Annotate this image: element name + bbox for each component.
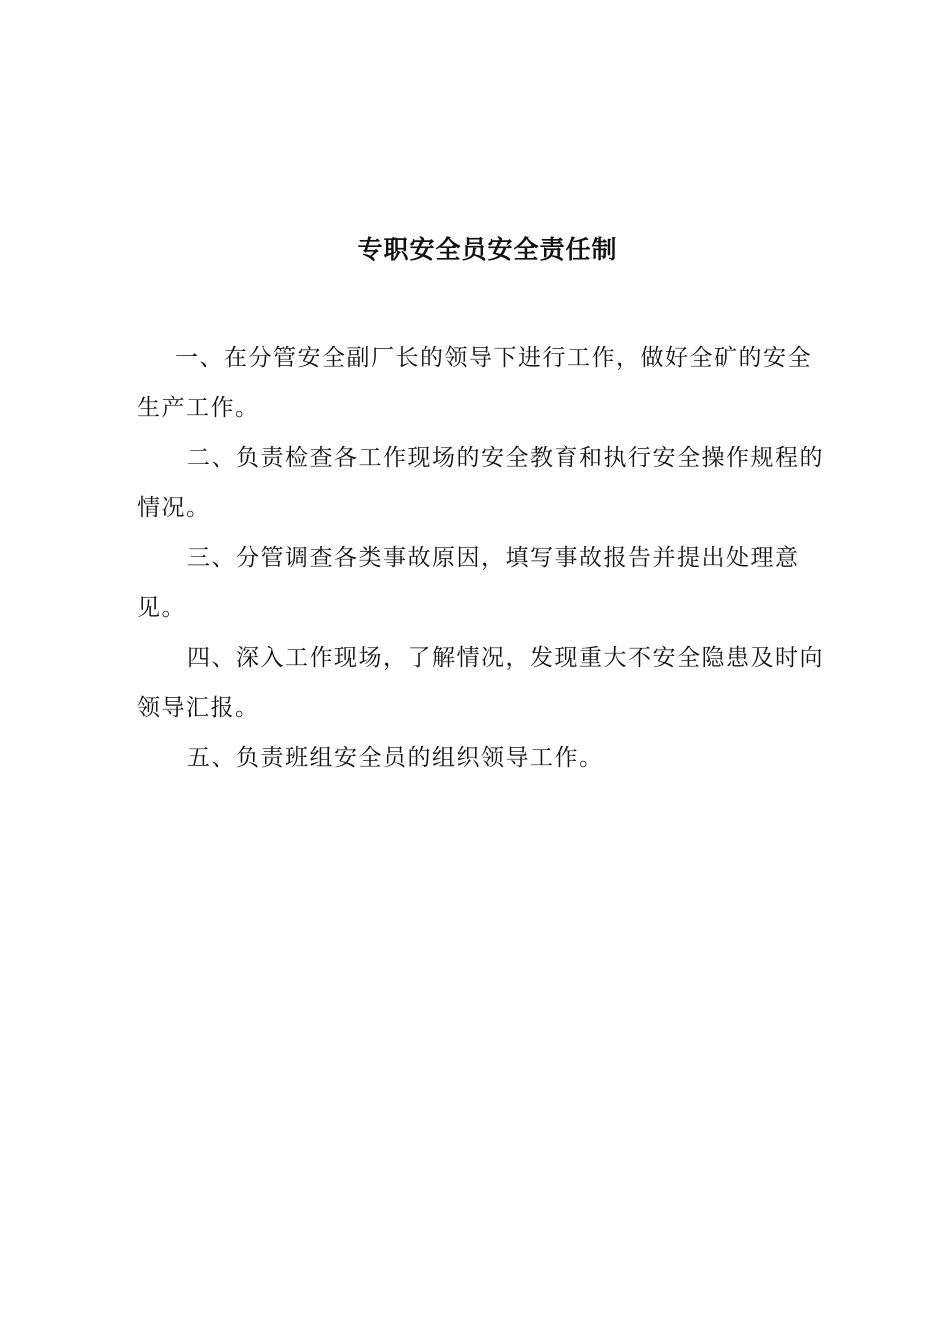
paragraph-5: 五、负责班组安全员的组织领导工作。 <box>187 745 604 771</box>
document-body <box>137 333 827 783</box>
document-title: 专职安全员安全责任制 <box>357 235 618 264</box>
paragraph-2: 二、负责检查各工作现场的安全教育和执行安全操作规程的情况。 <box>137 445 824 521</box>
paragraph-3: 三、分管调查各类事故原因，填写事故报告并提出处理意见。 <box>137 545 800 621</box>
paragraph-1: 一、在分管安全副厂长的领导下进行工作，做好全矿的安全生产工作。 <box>137 345 812 421</box>
paragraph-4: 四、深入工作现场，了解情况，发现重大不安全隐患及时向领导汇报。 <box>137 645 824 721</box>
